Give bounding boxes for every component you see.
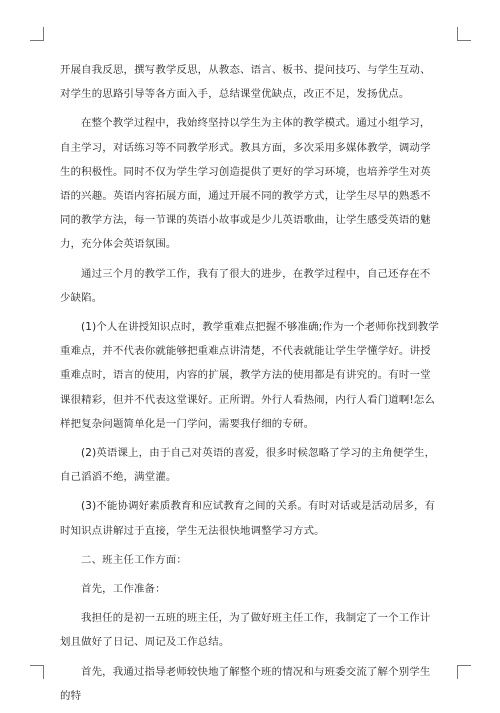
paragraph-3: 通过三个月的教学工作，我有了很大的进步，在教学过程中，自己还存在不少缺陷。 (60, 267, 431, 304)
crop-mark-bottom-right (457, 665, 471, 679)
paragraph-2: 在整个教学过程中，我始终坚持以学生为主体的教学模式。通过小组学习，自主学习，对话练习等不同教学形式。教具方面，多次采用多媒体教学，调动学生的积极性。同时不仅为学生学习创造提供了更好的学习环境，也培养学生对英语的兴趣。英语内容拓展方面，通过开展不同的教学方式，让学生尽早的熟悉不同的教学方法，每一节课的英语小故事或是少儿英语歌曲，让学生感受英语的魅力，充分体会英语氛围。 (60, 117, 431, 251)
section-heading: 二、班主任工作方面： (81, 553, 187, 566)
paragraph-9: 我担任的是初一五班的班主任，为了做好班主任工作，我制定了一个工作计划且做好了日记、周记及工作总结。 (60, 612, 431, 649)
document-body (60, 58, 440, 713)
crop-mark-top-right (457, 27, 471, 41)
paragraph-5: (2)英语课上，由于自己对英语的喜爱，很多时候忽略了学习的主角便学生，自己滔滔不绝，满堂灌。 (60, 447, 436, 484)
paragraph-6: (3)不能协调好素质教育和应试教育之间的关系。有时对话或是活动居多，有时知识点讲解过于直接，学生无法很快地调整学习方式。 (60, 500, 436, 537)
subheading: 首先，工作准备： (81, 583, 166, 596)
crop-mark-bottom-left (30, 665, 44, 679)
paragraph-1: 开展自我反思，撰写教学反思，从教态、语言、板书、提问技巧、与学生互动、对学生的思路引导等各方面入手，总结课堂优缺点，改正不足，发扬优点。 (60, 64, 431, 101)
paragraph-10: 首先，我通过指导老师较快地了解整个班的情况和与班委交流了解个别学生的特 (60, 665, 431, 702)
crop-mark-top-left (30, 27, 44, 41)
paragraph-4: (1)个人在讲授知识点时，教学重难点把握不够准确;作为一个老师你找到教学重难点，并不代表你就能够把重难点讲清楚，不代表就能让学生学懂学好。讲授重难点时，语言的使用，内容的扩展，教学方法的使用都是有讲究的。有时一堂课很精彩，但并不代表这堂课好。正所谓。外行人看热闹，内行人看门道啊!怎么样把复杂问题简单化是一门学问，需要我仔细的专研。 (60, 321, 439, 430)
